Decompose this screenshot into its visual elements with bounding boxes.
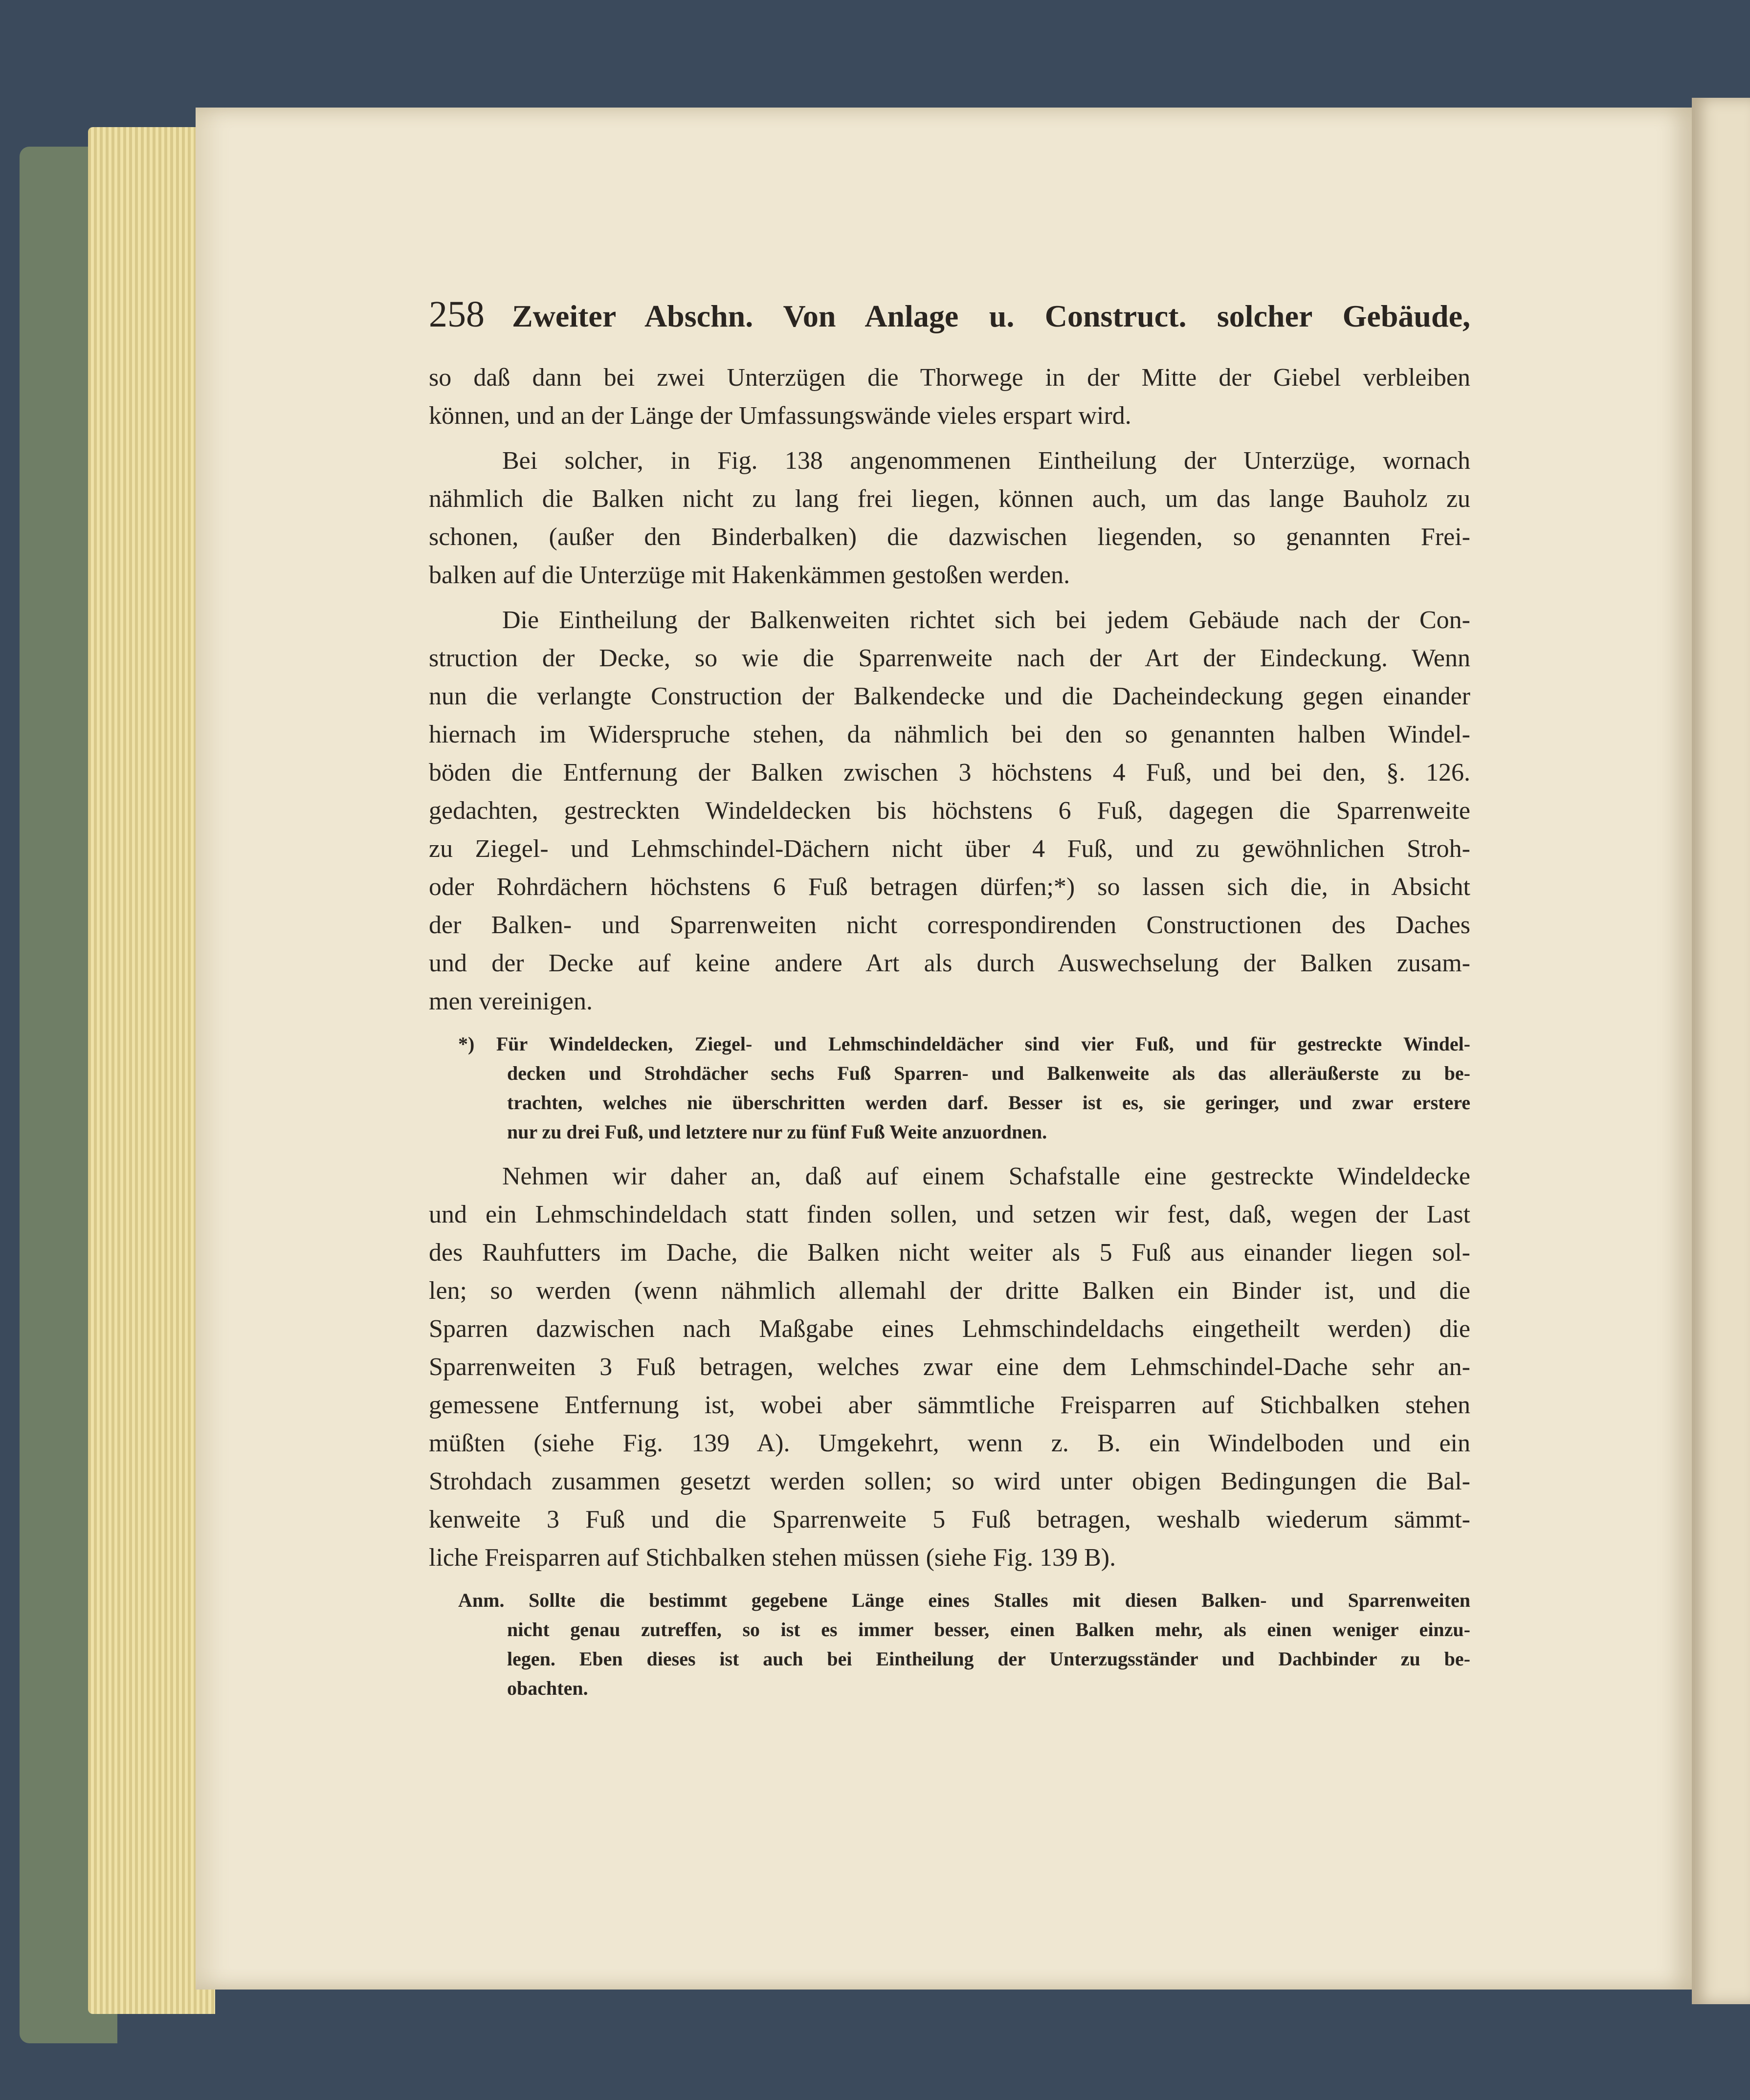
text-line: liche Freisparren auf Stichbalken stehen müssen (siehe Fig. 139 B). bbox=[429, 1544, 1116, 1572]
text-line: gemessene Entfernung ist, wobei aber sämmtliche Freisparren auf Stichbalken stehen bbox=[429, 1391, 1470, 1419]
text-line: nur zu drei Fuß, und letztere nur zu fünf Fuß Weite anzuordnen. bbox=[507, 1121, 1047, 1143]
text-line: *) Für Windeldecken, Ziegel- und Lehmschindeldächer sind vier Fuß, und für gestreckte Windel- bbox=[458, 1033, 1470, 1055]
page-text bbox=[429, 293, 1470, 1714]
text-line: müßten (siehe Fig. 139 A). Umgekehrt, wenn z. B. ein Windelboden und ein bbox=[429, 1429, 1470, 1457]
paragraph bbox=[429, 359, 1470, 435]
text-line: gedachten, gestreckten Windeldecken bis höchstens 6 Fuß, dagegen die Sparrenweite bbox=[429, 797, 1470, 825]
text-line: können, und an der Länge der Umfassungswände vieles erspart wird. bbox=[429, 402, 1131, 430]
text-line: der Balken- und Sparrenweiten nicht correspondirenden Constructionen des Daches bbox=[429, 911, 1470, 939]
text-line: kenweite 3 Fuß und die Sparrenweite 5 Fuß betragen, weshalb wiederum sämmt- bbox=[429, 1506, 1470, 1533]
paragraph bbox=[429, 442, 1470, 594]
text-line: und der Decke auf keine andere Art als durch Auswechselung der Balken zusam- bbox=[429, 949, 1470, 977]
text-line: böden die Entfernung der Balken zwischen 3 höchstens 4 Fuß, und bei den, §. 126. bbox=[429, 759, 1470, 787]
running-title: Zweiter Abschn. Von Anlage u. Construct. solcher Gebäude, bbox=[512, 299, 1470, 333]
paragraph bbox=[429, 601, 1470, 1021]
text-line: Die Eintheilung der Balkenweiten richtet sich bei jedem Gebäude nach der Con- bbox=[502, 606, 1470, 634]
text-line: und ein Lehmschindeldach statt finden sollen, und setzen wir fest, daß, wegen der Last bbox=[429, 1201, 1470, 1228]
facing-page bbox=[1692, 98, 1750, 2004]
text-line: des Rauhfutters im Dache, die Balken nicht weiter als 5 Fuß aus einander liegen sol- bbox=[429, 1239, 1470, 1267]
text-line: nähmlich die Balken nicht zu lang frei liegen, können auch, um das lange Bauholz zu bbox=[429, 485, 1470, 513]
footnote bbox=[458, 1586, 1470, 1703]
text-line: struction der Decke, so wie die Sparrenweite nach der Art der Eindeckung. Wenn bbox=[429, 644, 1470, 672]
text-line: Sparren dazwischen nach Maßgabe eines Lehmschindeldachs eingetheilt werden) die bbox=[429, 1315, 1470, 1343]
text-line: decken und Strohdächer sechs Fuß Sparren- und Balkenweite als das alleräußerste zu be- bbox=[507, 1062, 1470, 1084]
text-line: schonen, (außer den Binderbalken) die dazwischen liegenden, so genannten Frei- bbox=[429, 523, 1470, 551]
text-line: balken auf die Unterzüge mit Hakenkämmen gestoßen werden. bbox=[429, 561, 1070, 589]
text-line: nun die verlangte Construction der Balkendecke und die Dacheindeckung gegen einander bbox=[429, 682, 1470, 710]
page-body bbox=[429, 359, 1470, 1703]
text-line: Anm. Sollte die bestimmt gegebene Länge eines Stalles mit diesen Balken- und Sparrenweiten bbox=[458, 1589, 1470, 1611]
paragraph bbox=[429, 1158, 1470, 1577]
text-line: nicht genau zutreffen, so ist es immer besser, einen Balken mehr, als einen weniger einzu- bbox=[507, 1619, 1470, 1641]
page-number: 258 bbox=[429, 294, 485, 335]
text-line: Strohdach zusammen gesetzt werden sollen; so wird unter obigen Bedingungen die Bal- bbox=[429, 1467, 1470, 1495]
footnote bbox=[458, 1029, 1470, 1147]
text-line: men vereinigen. bbox=[429, 987, 593, 1015]
text-line: oder Rohrdächern höchstens 6 Fuß betragen dürfen;*) so lassen sich die, in Absicht bbox=[429, 873, 1470, 901]
text-line: trachten, welches nie überschritten werden darf. Besser ist es, sie geringer, und zwar erstere bbox=[507, 1092, 1470, 1114]
text-line: so daß dann bei zwei Unterzügen die Thorwege in der Mitte der Giebel verbleiben bbox=[429, 364, 1470, 392]
text-line: Sparrenweiten 3 Fuß betragen, welches zwar eine dem Lehmschindel-Dache sehr an- bbox=[429, 1353, 1470, 1381]
page-header bbox=[429, 293, 1470, 352]
text-line: Nehmen wir daher an, daß auf einem Schafstalle eine gestreckte Windeldecke bbox=[502, 1162, 1470, 1190]
text-line: legen. Eben dieses ist auch bei Eintheilung der Unterzugsständer und Dachbinder zu be- bbox=[507, 1648, 1470, 1670]
text-line: Bei solcher, in Fig. 138 angenommenen Eintheilung der Unterzüge, wornach bbox=[502, 447, 1470, 475]
text-line: hiernach im Widerspruche stehen, da nähmlich bei den so genannten halben Windel- bbox=[429, 721, 1470, 748]
text-line: obachten. bbox=[507, 1677, 588, 1699]
text-line: zu Ziegel- und Lehmschindel-Dächern nicht über 4 Fuß, und zu gewöhnlichen Stroh- bbox=[429, 835, 1470, 863]
text-line: len; so werden (wenn nähmlich allemahl der dritte Balken ein Binder ist, und die bbox=[429, 1277, 1470, 1305]
